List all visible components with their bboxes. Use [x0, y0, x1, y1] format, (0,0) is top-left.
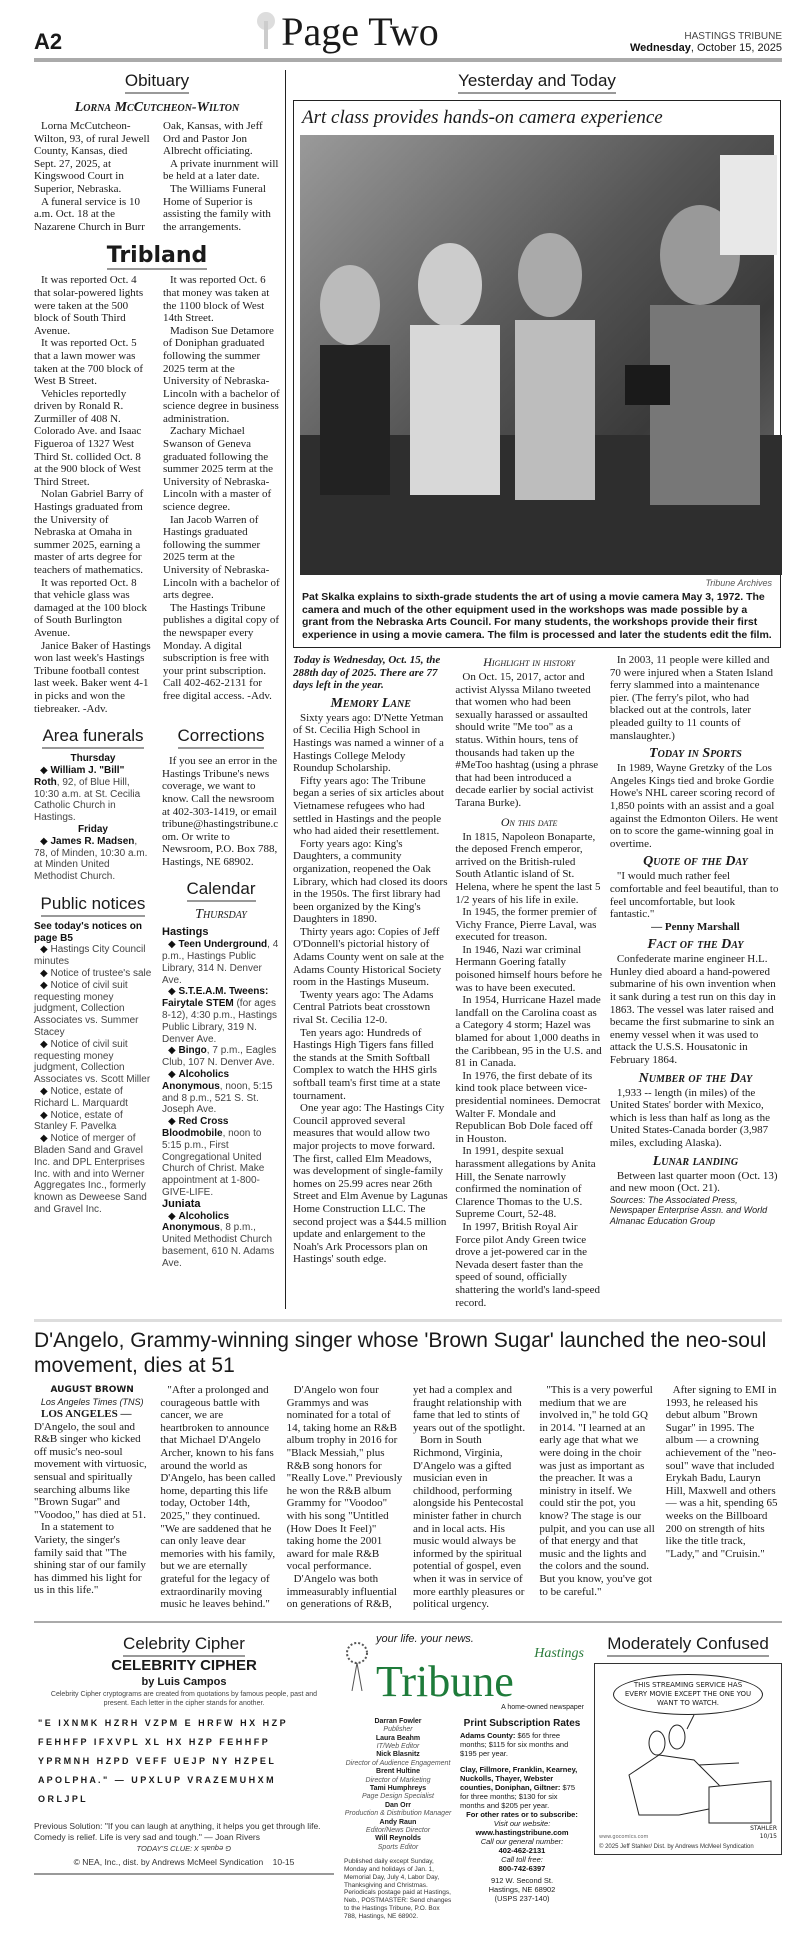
paragraph: Zachary Michael Swanson of Geneva graduated following the summer 2025 term at the University of Nebraska-Lincoln with a master of science degree. — [163, 425, 273, 514]
event-name: Bingo — [178, 1045, 207, 1057]
event-name: Red Cross Bloodmobile — [162, 1116, 229, 1140]
masthead-hastings: Hastings — [534, 1645, 584, 1661]
staff-role: Sports Editor — [377, 1843, 419, 1851]
call-label: Call our general number: — [480, 1836, 564, 1846]
cipher-rule — [34, 1873, 334, 1875]
paragraph: Madison Sue Detamore of Doniphan graduated following the summer 2025 term at the University of Nebraska-Lincoln with a bachelor of science degree in business administration. — [163, 324, 280, 425]
diamond-icon: ◆ — [168, 1069, 179, 1081]
tollfree: 800-742-6397 — [498, 1863, 546, 1873]
notice-text: Notice of civil suit requesting money judgment, Collection Associates vs. Scott Miller — [34, 1038, 151, 1086]
notice-item — [34, 980, 152, 1039]
fact-heading: Fact of the Day — [647, 937, 744, 953]
diamond-icon: ◆ — [168, 939, 179, 951]
calendar-place: Hastings — [162, 926, 209, 939]
paragraph: Ian Jacob Warren of Hastings graduated following the summer 2025 term at the University of Nebraska-Lincoln with a bachelor of arts degree. — [163, 513, 280, 602]
calendar — [162, 878, 280, 1269]
clue-label: TODAY'S CLUE: — [136, 1843, 193, 1853]
section-heading: Corrections — [178, 725, 265, 749]
notice-text: Notice of merger of Bladen Sand and Gravel Inc. and DPL Enterprises Inc. with and into Werner Aggregates Inc., formerly known as Deweese Sand and Gravel Inc. — [34, 1133, 147, 1216]
paragraph: Nolan Gabriel Barry of Hastings graduated from the University of Nebraska at Omaha in summer 2025, earning a master of arts degree for teachers of mathematics. — [34, 488, 144, 576]
diamond-icon: ◆ — [40, 1133, 51, 1145]
sports-text: In 1989, Wayne Gretzky of the Los Angeles Kings tied and broke Gordie Howe's NHL career scoring record of 1,850 points with an assist and a goal against the Edmonton Oilers. He went on to score the game-winning goal in overtime. — [609, 762, 778, 850]
visit-label: Visit our website: — [493, 1818, 551, 1828]
diamond-icon: ◆ — [40, 835, 51, 847]
corrections-text: If you see an error in the Hastings Tribune's news coverage, we want to know. Call the newsroom at 402-303-1419, or email tribune@hastingstribune.com. Or write to Newsroom, P.O. Box 788, Hastings, NE 68902. — [162, 755, 279, 868]
paragraph: In a statement to Variety, the singer's family said that "The shining star of our family has dimmed his light for us in this life." — [34, 1521, 146, 1597]
calendar-item — [162, 939, 280, 986]
photo-caption: Pat Skalka explains to sixth-grade students the art of using a movie camera May 3, 1972. The camera and much of the other equipment used in the workshops was made possible by a grant from the Nebraska Arts Council. For many students, the workshops provide their first experience in using a movie camera. The film is processed and later the students edit the film. — [302, 591, 772, 641]
calendar-day: Thursday — [195, 907, 247, 923]
cipher-title: CELEBRITY CIPHER — [111, 1656, 257, 1674]
calendar-item — [162, 1116, 280, 1199]
number-heading: Number of the Day — [638, 1070, 753, 1086]
cipher-line: F E H H F P I F X V P L X L H X H Z P F E H H F P — [38, 1736, 268, 1747]
event-details: , 7 p.m., Eagles Club, 107 N. Denver Ave. — [162, 1045, 277, 1069]
photo-credit: Tribune Archives — [705, 578, 772, 588]
section-heading: Public notices — [41, 893, 146, 917]
event-name: Teen Underground — [178, 939, 268, 951]
comic-drawing — [599, 1715, 777, 1825]
issue-info — [630, 31, 782, 54]
diamond-icon: ◆ — [40, 1086, 51, 1098]
story-body — [34, 1384, 782, 1611]
story-rule — [34, 1319, 782, 1322]
cipher-line: A P O L P H A . " — U P X L U P V R A Z E M U H X M — [38, 1774, 274, 1785]
masthead-sub: A home-owned newspaper — [501, 1703, 584, 1711]
obituary-section — [34, 70, 280, 233]
paragraph: Vehicles reportedly driven by Ronald R. Zurmiller of 408 N. Colorado Ave. and Isaac Figueroa of 1327 West Third St. collided Oct. 8 at the 900 block of West Third Street. — [34, 387, 142, 488]
memory-lane-heading: Memory Lane — [330, 695, 411, 711]
on-this-date-item: In 2003, 11 people were killed and 70 were injured when a Staten Island ferry slammed into a maintenance pier. (The ferry's pilot, who had blacked out at the controls, later pleaded guilty to 11 counts of manslaughter.) — [609, 654, 774, 742]
notice-item — [34, 944, 152, 968]
headline-text: D'Angelo, Grammy-winning singer whose 'Brown Sugar' launched the neo-soul movement, dies at 51 — [34, 1329, 767, 1378]
photo-figures — [300, 135, 782, 575]
title-group — [253, 10, 439, 54]
paragraph: Lorna McCutcheon-Wilton, 93, of rural Jewell County, Kansas, died Sept. 27, 2025, at Kingswood Court in Superior, Nebraska. — [34, 120, 150, 195]
staff-role: IT/Web Editor — [376, 1743, 420, 1750]
funeral-day: Thursday — [70, 753, 116, 765]
diamond-icon: ◆ — [168, 1045, 179, 1057]
speech-bubble: THIS STREAMING SERVICE HAS EVERY MOVIE EXCEPT THE ONE YOU WANT TO WATCH. — [613, 1674, 763, 1715]
staff-name: Tami Humphreys — [369, 1785, 427, 1793]
lunar-heading: Lunar landing — [652, 1153, 739, 1169]
section-heading: Celebrity Cipher — [123, 1633, 245, 1657]
staff-name: Will Reynolds — [375, 1835, 421, 1843]
right-column — [285, 70, 781, 1309]
calendar-place: Juniata — [162, 1197, 201, 1210]
event-name: Alcoholics Anonymous — [162, 1069, 230, 1092]
bottom-rule — [34, 1621, 782, 1623]
notice-item — [34, 1110, 152, 1134]
fact-text: Confederate marine engineer H.L. Hunley died aboard a hand-powered submarine of his own invention when it sank during a test run on this day in 1863. The vessel was later raised and became the first submarine to sink an enemy vessel when it was used to attack the U.S.S. Housatonic in February 1864. — [609, 953, 776, 1067]
staff-role: Production & Distribution Manager — [344, 1810, 452, 1818]
on-this-date-heading: On this date — [500, 814, 558, 829]
comic-panel — [594, 1663, 782, 1855]
notice-text: Notice of civil suit requesting money judgment, Collection Associates vs. Summer Stacey — [34, 979, 139, 1039]
paragraph: It was reported Oct. 4 that solar-powered lights were taken at the 500 block of South Third Avenue. — [34, 274, 144, 337]
windmill-icon — [344, 1641, 370, 1696]
weekday: Wednesday — [629, 42, 691, 54]
paragraph: The Hastings Tribune publishes a digital copy of the newspaper every Monday. A digital subscription is free with your print subscription. Call 402-462-2131 for free digital access. -Adv. — [163, 601, 280, 702]
cipher-line: O R L J P L — [38, 1793, 86, 1804]
notice-text: Notice, estate of Richard L. Marquardt — [34, 1086, 128, 1109]
quote-heading: Quote of the Day — [643, 854, 748, 870]
diamond-icon: ◆ — [40, 764, 51, 776]
cipher-author: by Luis Campos — [141, 1675, 227, 1688]
usps: (USPS 237-140) — [494, 1893, 550, 1903]
diamond-icon: ◆ — [168, 986, 179, 998]
paragraph: Janice Baker of Hastings won last week's Hastings Tribune football contest last week. Baker went 4-1 in picks and won the tiebreaker. -Adv. — [34, 639, 151, 715]
page-number: A2 — [34, 29, 63, 54]
event-name: S.T.E.A.M. Tweens: Fairytale STEM — [162, 986, 269, 1010]
date: , October 15, 2025 — [690, 42, 782, 54]
paragraph: Born in South Richmond, Virginia, D'Angelo was a gifted musician even in childhood, performing alongside his Pentecostal minister father in church and in local acts. His music would always be informed by the spiritual potential of gospel, even when it was in service of more earthly pleasures or political urgency. — [412, 1434, 525, 1611]
main-area — [34, 70, 782, 1309]
history-columns — [293, 654, 781, 1309]
paragraph: A private inurnment will be held at a later date. — [163, 157, 279, 183]
highlight-heading: Highlight in history — [483, 655, 575, 669]
archive-photo — [300, 135, 774, 575]
comic-signature: STAHLER — [750, 1824, 777, 1832]
left-lower — [34, 725, 280, 1269]
staff-role: Director of Audience Engagement — [345, 1759, 451, 1767]
masthead-tribune: Tribune — [376, 1656, 514, 1706]
dateline: LOS ANGELES — — [41, 1408, 132, 1421]
photo-box — [293, 100, 781, 648]
paragraph: In 1815, Napoleon Bonaparte, the deposed French emperor, arrived on the British-ruled South Atlantic island of St. Helena, where he spent the last 5 1/2 years of his life in exile. — [455, 830, 601, 906]
tribland-section — [34, 243, 280, 715]
paragraph: Twenty years ago: The Adams Central Patriots beat crosstown rival St. Cecilia 12-0. — [293, 988, 434, 1027]
left-lower-a — [34, 725, 152, 1269]
paragraph: In 1945, the former premier of Vichy France, Pierre Laval, was executed for treason. — [455, 906, 597, 944]
sources: Sources: The Associated Press, Newspaper Enterprise Assn. and World Almanac Education Group — [609, 1194, 768, 1226]
paragraph: Forty years ago: King's Daughters, a community organization, reopened the Oak Library, which had closed its doors in the 1950s. The first library had been organized by the King's Daughters in 1890. — [293, 837, 448, 926]
paragraph: In 1976, the first debate of its kind took place between vice-presidential nominees. Democrat Walter F. Mondale and Republican Bob Dole faced off in Houston. — [455, 1069, 601, 1145]
section-heading: Calendar — [187, 878, 256, 902]
rates-title: Print Subscription Rates — [463, 1717, 581, 1729]
today-intro: Today is Wednesday, Oct. 15, the 288th day of 2025. There are 77 days left in the year. — [293, 654, 441, 692]
paragraph: D'Angelo was both immeasurably influential on generations of R&B, yet had a complex and fraught relationship with fame that led to stints of years out of the spotlight. — [286, 1384, 526, 1611]
paragraph: Sixty years ago: D'Nette Yetman of St. Cecilia High School in Hastings was named a winner of a Hastings College Melody Roundup Scholarship. — [293, 711, 444, 775]
funeral-details: , 92, of Blue Hill, 10:30 a.m. at St. Cecilia Catholic Church in Hastings. — [34, 776, 141, 824]
paragraph: After signing to EMI in 1993, he released his debut album "Brown Sugar" in 1995. The album — a crowning achievement of the "neo-soul" wave that included Erykah Badu, Lauryn Hill, Maxwell and others — was a hit, spending 65 weeks on the Billboard 200 on strength of hits like the title track, "Lady," and "Cruisin." — [665, 1384, 778, 1560]
notice-text: Notice of trustee's sale — [50, 968, 152, 980]
calendar-item — [162, 986, 280, 1045]
comic-date: 10/15 — [759, 1832, 777, 1840]
diamond-icon: ◆ — [40, 968, 51, 980]
calendar-item — [162, 1069, 280, 1116]
windmill-logo-icon — [253, 11, 279, 54]
publication-notice: Published daily except Sunday, Monday and holidays of Jan. 1, Memorial Day, July 4, Labor Day, Thanksgiving and Christmas. Periodicals postage paid at Hastings, Neb., POSTMASTER: Send changes to the Hastings Tribune, P.O. Box 788, Hastings, NE 68902. — [344, 1858, 452, 1920]
paragraph: "This is a very powerful medium that we are involved in," he told GQ in 2014. "I learned at an early age that what we were doing in the choir was just as important as the preacher. It was a ministry in itself. We could stir the pot, you know? The stage is our pulpit, and you can use all of that energy and that music and the lights and the colors and the sound. But you know, you've got to be careful." — [539, 1384, 655, 1598]
section-heading: Yesterday and Today — [458, 70, 616, 94]
funeral-name: William J. "Bill" Roth — [34, 764, 125, 788]
page-header — [34, 0, 782, 62]
funeral-details: , 78, of Minden, 10:30 a.m. at Minden United Methodist Church. — [34, 835, 148, 883]
section-heading: Moderately Confused — [607, 1633, 769, 1657]
comic-copyright: © 2025 Jeff Stahler/ Dist. by Andrews McMeel Syndication — [599, 1843, 754, 1850]
byline: AUGUST BROWN — [50, 1385, 134, 1396]
story-headline — [34, 1328, 782, 1378]
previous-solution: Previous Solution: "If you can laugh at anything, it helps you get through life. Comedy is relief. Life is very sad and tough." — Joan Rivers — [34, 1820, 321, 1842]
obituary-text — [34, 120, 280, 233]
paragraph: In 1946, Nazi war criminal Hermann Goering fatally poisoned himself hours before he was to have been executed. — [455, 943, 603, 994]
photo-title: Art class provides hands-on camera experience — [302, 107, 663, 128]
lead: D'Angelo, the soul and R&B singer who kicked off music's neo-soul movement with virtuosic, sensual and spiritually searching albums like "Brown Sugar" and "Voodoo," has died at 51. — [34, 1420, 147, 1521]
notice-item — [34, 968, 152, 980]
quote-text: "I would much rather feel comfortable and feel beautiful, than to feel uncomfortable, but look fantastic." — [609, 870, 779, 921]
paragraph: D'Angelo won four Grammys and was nominated for a total of 14, taking home an R&B album trophy in 2016 for "Black Messiah," plus R&B song honors for "Really Love." Previously he won the R&B album Grammy for "Voodoo" with his song "Untitled (How Does It Feel)" taking home the 2001 award for male R&B vocal performance. — [286, 1384, 403, 1573]
staff-name: Brent Hultine — [376, 1768, 420, 1776]
cipher-line: Y P R M N H H Z P D V E F F U E J P N Y H Z P E L — [38, 1755, 274, 1766]
staff-role: Director of Marketing — [365, 1776, 431, 1784]
paragraph: Thirty years ago: Copies of Jeff O'Donnell's pictorial history of Adams County went on sale at the Adams County Historical Society room in the Hastings Museum. — [293, 925, 444, 989]
calendar-item — [162, 1045, 280, 1069]
corrections — [162, 725, 280, 868]
paragraph: "After a prolonged and courageous battle with cancer, we are heartbroken to announce that Michael D'Angelo Archer, known to his fans around the world as D'Angelo, has been called home, departing this life today, October 14th, 2025," they continued. "We are saddened that he can only leave dear memories with his family, but we are eternally grateful for the legacy of extraordinarily moving music he leaves behind." — [160, 1384, 276, 1611]
diamond-icon: ◆ — [40, 979, 51, 991]
staff-role: Editor/News Director — [365, 1827, 431, 1835]
history-col-3 — [610, 654, 781, 1309]
calendar-item — [162, 1211, 280, 1270]
paragraph: One year ago: The Hastings City Council approved several measures that would allow two major projects to move forward. The first, called Elm Meadows, was development of single-family homes on 25.99 acres near 26th Street and Elm Avenue by Lagunas Home Construction LLC. The second project was a $44.5 million update and enlargement to the Noah's Ark Processors plan on Hastings' south edge. — [293, 1102, 448, 1266]
paragraph: It was reported Oct. 8 that vehicle glass was damaged at the 100 block of South Burlington Avenue. — [34, 576, 148, 639]
staff-name: Andy Raun — [379, 1818, 417, 1826]
history-col-2 — [455, 654, 603, 1309]
funeral-name: James R. Madsen — [50, 835, 135, 847]
diamond-icon: ◆ — [168, 1116, 179, 1128]
tribland-text — [34, 274, 280, 715]
paragraph: It was reported Oct. 5 that a lawn mower was taken at the 700 block of West B Street. — [34, 337, 144, 388]
masthead-logo — [344, 1633, 584, 1712]
celebrity-cipher — [34, 1633, 334, 1921]
notice-item — [34, 1039, 152, 1086]
paragraph: In 1954, Hurricane Hazel made landfall on the Carolina coast as a Category 4 storm; Hazel was blamed for about 1,000 deaths in the Caribbean, 95 in the U.S. and 81 in Canada. — [455, 994, 602, 1070]
others-label: Clay, Fillmore, Franklin, Kearney, Nuckolls, Thayer, Webster counties, Doniphan, Giltner: — [460, 1764, 578, 1792]
history-col-1 — [293, 654, 448, 1309]
adams-label: Adams County: — [460, 1730, 516, 1740]
staff-name: Nick Blasnitz — [376, 1751, 420, 1759]
paragraph: Fifty years ago: The Tribune began a series of six articles about Vietnamese refugees who had settled in Hastings and the people who had aided their resettlement. — [293, 774, 444, 838]
left-lower-b — [162, 725, 280, 1269]
notice-item — [34, 1133, 152, 1216]
notices-intro: See today's notices on page B5 — [34, 920, 142, 944]
sports-heading: Today in Sports — [649, 746, 742, 762]
quote-author: — Penny Marshall — [651, 920, 740, 933]
notice-text: Notice, estate of Stanley F. Pavelka — [34, 1109, 123, 1133]
outlet: Los Angeles Times (TNS) — [40, 1397, 144, 1408]
event-details: , noon, 5:15 and 8 p.m., 521 S. St. Joseph Ave. — [162, 1080, 273, 1116]
comic-section — [594, 1633, 782, 1921]
obituary-name: Lorna McCutcheon-Wilton — [74, 100, 240, 115]
paragraph: It was reported Oct. 6 that money was taken at the 1100 block of West 14th Street. — [163, 274, 270, 325]
memory-lane-text — [293, 712, 448, 1266]
funeral-day: Friday — [77, 823, 108, 835]
phone: 402-462-2131 — [498, 1845, 546, 1855]
funeral-item — [34, 836, 152, 883]
event-details: , 8 p.m., United Methodist Church basement, 610 N. Adams Ave. — [162, 1222, 275, 1269]
staff-role: Page Design Specialist — [362, 1793, 434, 1801]
funeral-item — [34, 765, 152, 824]
event-details: , noon to 5:15 p.m., First Congregational United Church of Christ. Make appointment at 1-800-GIVE-LIFE. — [162, 1128, 265, 1198]
adams-rate: $65 for three months; $115 for six months and $195 per year. — [460, 1730, 569, 1758]
tagline: your life. your news. — [376, 1632, 474, 1645]
tribland-title: Tribland — [106, 243, 208, 269]
event-name: Alcoholics Anonymous — [162, 1210, 230, 1234]
address-line-2: Hastings, NE 68902 — [488, 1884, 556, 1894]
event-details: (for ages 8-12), 4:30 p.m., Hastings Public Library, 319 N. Denver Ave. — [162, 998, 278, 1045]
comic-website: www.gocomics.com — [599, 1833, 649, 1840]
paragraph: The Williams Funeral Home of Superior is assisting the family with the arrangements. — [163, 182, 271, 233]
paragraph: In 1997, British Royal Air Force pilot Andy Green twice drove a jet-powered car in the Nevada desert faster than the speed of sound, officially shattering the world's land-speed record. — [455, 1220, 601, 1309]
address-line-1: 912 W. Second St. — [490, 1875, 554, 1885]
staff-name: Dan Orr — [384, 1801, 412, 1809]
paragraph: Ten years ago: Hundreds of Hastings High Tigers fans filled the stands at the Smith Softball Complex to watch the HHS girls softball team's first time at a state tournament. — [293, 1026, 441, 1102]
diamond-icon: ◆ — [168, 1210, 179, 1222]
on-this-date-text — [455, 831, 603, 1310]
left-column — [34, 70, 280, 1309]
paragraph: In 1991, despite sexual harassment allegations by Anita Hill, the Senate narrowly confirmed the nomination of Clarence Thomas to the U.S. Supreme Court, 52-48. — [455, 1145, 596, 1221]
cipher-line: " E I X N M K H Z R H V Z P M E H R F W H X H Z P — [38, 1717, 286, 1728]
public-notices — [34, 893, 152, 1216]
highlight-text: On Oct. 15, 2017, actor and activist Alyssa Milano tweeted that women who had been sexually harassed or assaulted should write "Me too" as a status. Within hours, tens of thousands had taken up the #MeToo hashtag (using a phrase that had been introduced a decade earlier by social activist Tarana Burke). — [455, 671, 599, 809]
bottom-row — [34, 1633, 782, 1921]
lunar-text: Between last quarter moon (Oct. 13) and new moon (Oct. 21). — [609, 1169, 778, 1195]
tollfree-label: Call toll free: — [501, 1854, 543, 1864]
notice-item — [34, 1086, 152, 1110]
other-rates: For other rates or to subscribe: — [466, 1809, 578, 1819]
staff-name: Laura Beahm — [375, 1734, 421, 1742]
cipher-copyright: © NEA, Inc., dist. by Andrews McMeel Syndication 10-15 — [73, 1856, 295, 1867]
staff-role: Publisher — [383, 1726, 413, 1734]
notice-text: Hastings City Council minutes — [34, 944, 146, 968]
website-link[interactable]: www.hastingstribune.com — [475, 1827, 569, 1837]
cipher-note: Celebrity Cipher cryptograms are created from quotations by famous people, past and present. Each letter in the cipher stands for another. — [50, 1690, 318, 1707]
page-title: Page Two — [281, 9, 439, 54]
event-details: , 4 p.m., Hastings Public Library, 314 N. Denver Ave. — [162, 939, 279, 986]
diamond-icon: ◆ — [40, 1038, 51, 1050]
number-text: 1,933 -- length (in miles) of the United States' border with Mexico, which is less than half as long as the United States-Canada border (3,987 miles, excluding Alaska). — [609, 1086, 770, 1149]
section-heading: Obituary — [125, 70, 189, 94]
area-funerals — [34, 725, 152, 883]
diamond-icon: ◆ — [40, 1109, 51, 1121]
staff-name: Darran Fowler — [374, 1717, 422, 1725]
diamond-icon: ◆ — [40, 944, 51, 956]
clue: G equals X — [194, 1843, 232, 1853]
section-heading: Area funerals — [42, 725, 143, 749]
issue-date — [630, 42, 782, 54]
paper-name: HASTINGS TRIBUNE — [684, 31, 782, 42]
others-rate: $75 for three months; $130 for six months and $205 per year. — [460, 1782, 576, 1810]
masthead — [344, 1633, 584, 1921]
paragraph: A funeral service is 10 a.m. Oct. 18 at the Nazarene Church in Burr Oak, Kansas, with Jeff Ord and Pastor Jon Albrecht officiating. — [34, 120, 263, 233]
